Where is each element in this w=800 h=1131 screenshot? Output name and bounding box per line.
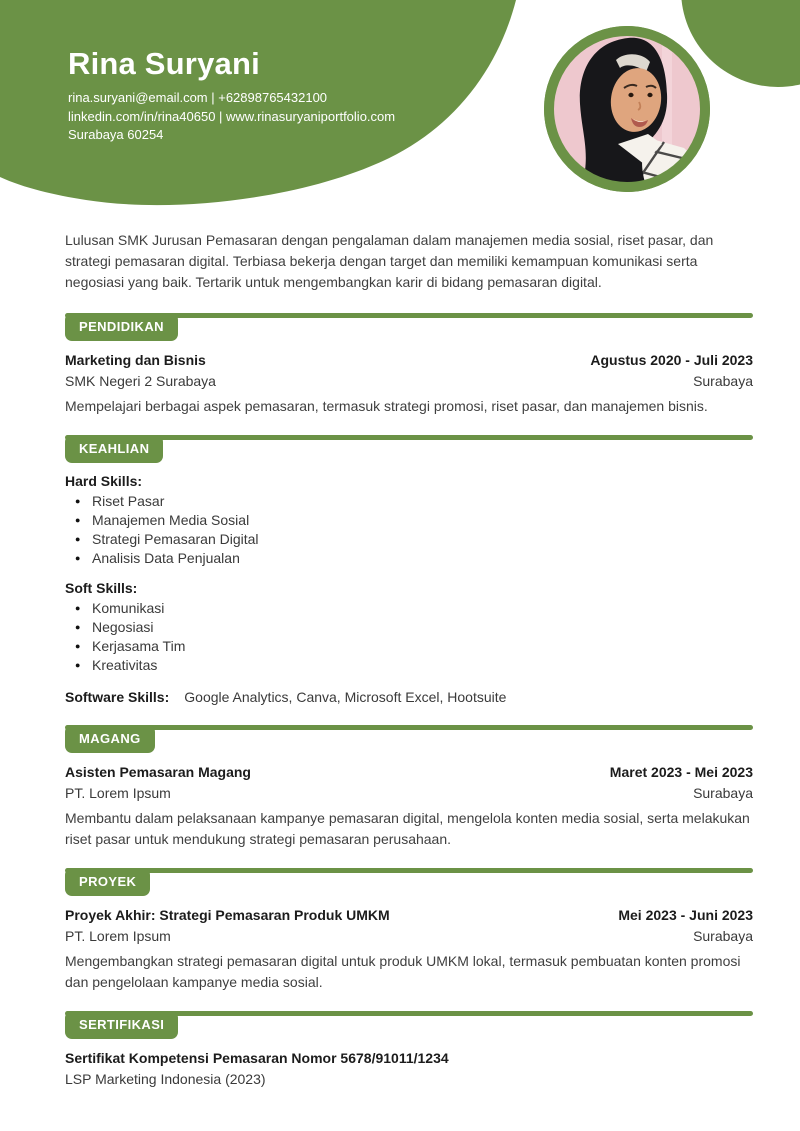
internship-description: Membantu dalam pelaksanaan kampanye pemasaran digital, mengelola konten media sosial, serta melakukan riset pasar untuk mendukung strategi pemasaran perusahaan.: [65, 810, 750, 847]
section-certification-label: SERTIFIKASI: [65, 1011, 178, 1039]
education-location: Surabaya: [693, 373, 753, 389]
section-education-label: PENDIDIKAN: [65, 313, 178, 341]
list-item: ● Negosiasi: [75, 618, 753, 637]
resume-body: [0, 230, 800, 1090]
internship-location: Surabaya: [693, 785, 753, 801]
profile-photo: [544, 26, 710, 192]
section-project: [65, 868, 753, 993]
section-divider-line: [65, 725, 753, 730]
certification-issuer: LSP Marketing Indonesia (2023): [65, 1071, 266, 1087]
section-project-label: PROYEK: [65, 868, 150, 896]
internship-company: PT. Lorem Ipsum: [65, 785, 171, 801]
project-description: Mengembangkan strategi pemasaran digital untuk produk UMKM lokal, termasuk pembuatan konten promosi dan pengelolaan kampanye media sosial.: [65, 953, 741, 990]
soft-skills-heading: Soft Skills:: [65, 580, 138, 596]
header: [0, 0, 800, 212]
section-certification: [65, 1011, 753, 1090]
soft-skills-list: [65, 599, 753, 675]
contact-address: Surabaya 60254: [68, 127, 164, 142]
education-title: Marketing dan Bisnis: [65, 352, 206, 368]
project-location: Surabaya: [693, 928, 753, 944]
contact-links: linkedin.com/in/rina40650 | www.rinasuryaniportfolio.com: [68, 108, 396, 124]
section-internship-header: [65, 725, 753, 752]
project-company: PT. Lorem Ipsum: [65, 928, 171, 944]
list-item: ● Analisis Data Penjualan: [75, 549, 753, 568]
hard-skills-heading: Hard Skills:: [65, 473, 143, 489]
list-item: ● Komunikasi: [75, 599, 753, 618]
list-item: ● Strategi Pemasaran Digital: [75, 530, 753, 549]
certification-title: Sertifikat Kompetensi Pemasaran Nomor 5678/91011/1234: [65, 1050, 449, 1066]
contact-email-phone: rina.suryani@email.com | +62898765432100: [68, 90, 328, 105]
list-item: ● Manajemen Media Sosial: [75, 511, 753, 530]
section-certification-header: [65, 1011, 753, 1038]
list-item: ● Riset Pasar: [75, 492, 753, 511]
education-date: Agustus 2020 - Juli 2023: [590, 352, 753, 368]
hard-skills-list: [65, 492, 753, 568]
project-title: Proyek Akhir: Strategi Pemasaran Produk UMKM: [65, 907, 390, 923]
profile-summary: Lulusan SMK Jurusan Pemasaran dengan pengalaman dalam manajemen media sosial, riset pasar, dan strategi pemasaran digital. Terbiasa bekerja dengan target dan memiliki kemampuan komunikasi serta negosiasi yang baik. Tertarik untuk mengembangkan karir di bidang pemasaran digital.: [65, 232, 714, 290]
internship-title: Asisten Pemasaran Magang: [65, 764, 251, 780]
section-education-header: [65, 313, 753, 340]
education-description: Mempelajari berbagai aspek pemasaran, termasuk strategi promosi, riset pasar, dan manajemen bisnis.: [65, 398, 708, 414]
list-item: ● Kreativitas: [75, 656, 753, 675]
header-identity: [68, 46, 395, 145]
education-school: SMK Negeri 2 Surabaya: [65, 373, 216, 389]
list-item: ● Kerjasama Tim: [75, 637, 753, 656]
section-education: [65, 313, 753, 417]
software-skills-heading: Software Skills:: [65, 689, 170, 705]
person-name: Rina Suryani: [68, 46, 260, 81]
section-divider-line: [65, 435, 753, 440]
project-date: Mei 2023 - Juni 2023: [618, 907, 753, 923]
section-skills-label: KEAHLIAN: [65, 435, 163, 463]
software-skills-value: Google Analytics, Canva, Microsoft Excel, Hootsuite: [184, 689, 507, 705]
section-divider-line: [65, 868, 753, 873]
section-project-header: [65, 868, 753, 895]
section-skills: [65, 435, 753, 707]
section-internship: [65, 725, 753, 850]
section-skills-header: [65, 435, 753, 462]
internship-date: Maret 2023 - Mei 2023: [609, 764, 753, 780]
section-internship-label: MAGANG: [65, 725, 155, 753]
software-skills-row: [65, 688, 753, 707]
